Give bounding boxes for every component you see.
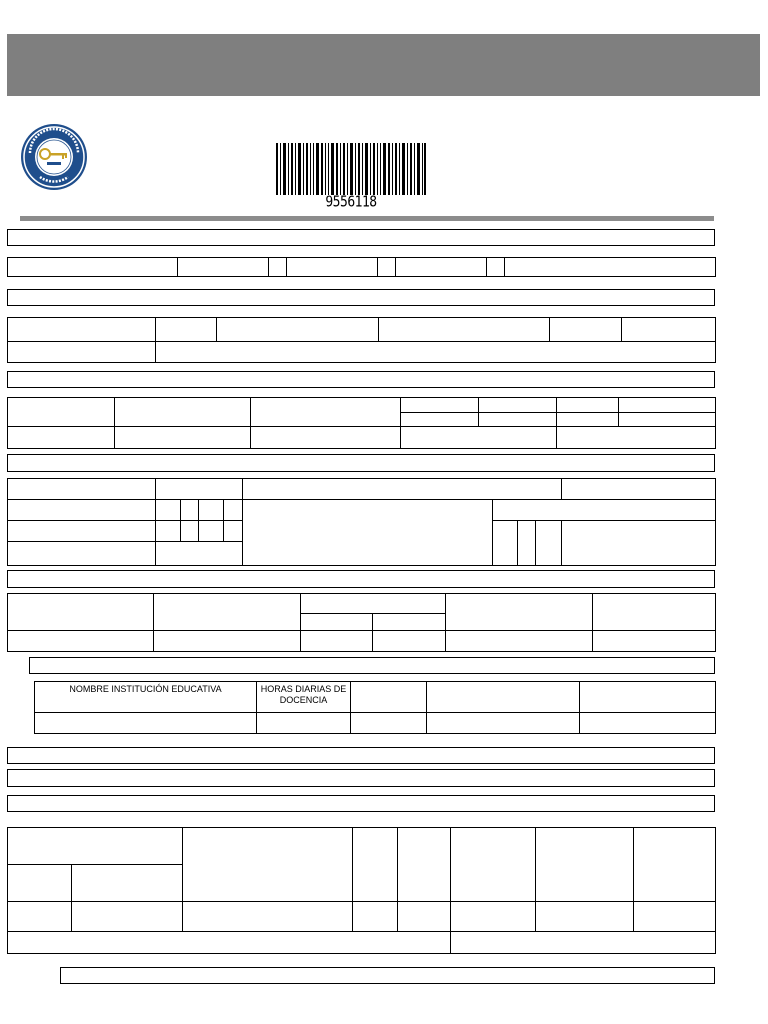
field-cell[interactable] <box>178 258 269 277</box>
field-cell[interactable] <box>8 902 72 932</box>
field-cell[interactable] <box>373 614 446 631</box>
field-cell[interactable] <box>379 318 550 342</box>
checkbox-cell[interactable] <box>156 500 181 521</box>
field-cell[interactable] <box>154 594 301 631</box>
field-cell[interactable] <box>593 594 716 631</box>
field-cell <box>427 682 580 713</box>
field-cell[interactable] <box>8 631 154 652</box>
field-cell[interactable] <box>479 413 557 427</box>
field-cell[interactable] <box>401 413 479 427</box>
field-cell[interactable] <box>115 427 251 449</box>
field-cell[interactable] <box>72 865 183 902</box>
field-cell[interactable] <box>301 631 373 652</box>
field-cell[interactable] <box>451 828 536 902</box>
checkbox-cell[interactable] <box>181 521 199 542</box>
field-cell[interactable] <box>183 828 353 902</box>
section-header-8 <box>7 769 715 787</box>
field-cell[interactable] <box>536 828 634 902</box>
field-cell[interactable] <box>479 398 557 413</box>
field-cell[interactable] <box>373 631 446 652</box>
field-cell[interactable] <box>351 713 427 734</box>
field-cell[interactable] <box>557 398 619 413</box>
field-cell[interactable] <box>257 713 351 734</box>
field-cell[interactable] <box>251 427 401 449</box>
field-cell[interactable] <box>536 902 634 932</box>
field-cell[interactable] <box>505 258 716 277</box>
field-cell[interactable] <box>451 902 536 932</box>
field-cell[interactable] <box>634 828 716 902</box>
barcode <box>276 143 426 195</box>
field-cell[interactable] <box>156 342 716 363</box>
field-cell <box>580 682 716 713</box>
field-cell[interactable] <box>401 398 479 413</box>
field-cell[interactable] <box>446 594 593 631</box>
section-header-7 <box>7 747 715 764</box>
checkbox-cell[interactable] <box>487 258 505 277</box>
field-cell[interactable] <box>580 713 716 734</box>
field-cell[interactable] <box>8 427 115 449</box>
field-cell[interactable] <box>446 631 593 652</box>
checkbox-cell[interactable] <box>493 521 518 566</box>
field-cell[interactable] <box>622 318 716 342</box>
field-cell[interactable] <box>35 713 257 734</box>
field-cell[interactable] <box>251 398 401 427</box>
checkbox-cell[interactable] <box>199 500 224 521</box>
field-cell[interactable] <box>154 631 301 652</box>
hours-header <box>257 682 351 713</box>
institution-header-label: NOMBRE INSTITUCIÓN EDUCATIVA <box>69 684 222 694</box>
section-header-2 <box>7 289 715 306</box>
field-cell[interactable] <box>593 631 716 652</box>
field-cell[interactable] <box>8 258 178 277</box>
field-cell[interactable] <box>427 713 580 734</box>
field-cell[interactable] <box>619 398 716 413</box>
section-header-3 <box>7 371 715 388</box>
checkbox-cell[interactable] <box>181 500 199 521</box>
field-block-5 <box>7 593 716 652</box>
field-cell[interactable] <box>8 542 156 566</box>
field-cell[interactable] <box>156 479 243 500</box>
field-cell[interactable] <box>493 500 716 521</box>
field-cell[interactable] <box>451 932 716 954</box>
field-cell[interactable] <box>353 828 398 902</box>
field-cell[interactable] <box>8 828 183 865</box>
section-header-4 <box>7 454 715 472</box>
field-block-3 <box>7 397 716 449</box>
field-cell[interactable] <box>243 479 562 500</box>
section-header-6 <box>29 657 715 674</box>
field-block-2 <box>7 317 716 363</box>
section-header-11 <box>60 967 715 984</box>
field-cell <box>351 682 427 713</box>
field-cell[interactable] <box>8 500 156 521</box>
section-header-9 <box>7 795 715 812</box>
field-cell[interactable] <box>401 427 557 449</box>
field-cell[interactable] <box>557 413 619 427</box>
field-cell[interactable] <box>8 594 154 631</box>
field-cell[interactable] <box>634 902 716 932</box>
section-header-1 <box>7 229 715 246</box>
field-cell[interactable] <box>8 865 72 902</box>
checkbox-cell[interactable] <box>378 258 396 277</box>
field-cell[interactable] <box>396 258 487 277</box>
field-cell[interactable] <box>8 318 156 342</box>
field-cell[interactable] <box>243 500 493 566</box>
field-cell[interactable] <box>550 318 622 342</box>
checkbox-cell[interactable] <box>156 521 181 542</box>
field-cell[interactable] <box>557 427 716 449</box>
header-rule <box>20 216 714 221</box>
institution-header <box>35 682 257 713</box>
top-banner <box>7 34 760 96</box>
field-cell[interactable] <box>398 828 451 902</box>
field-cell[interactable] <box>562 479 716 500</box>
field-cell[interactable] <box>183 902 353 932</box>
field-block-4 <box>7 478 716 566</box>
hours-header-label: HORAS DIARIAS DE DOCENCIA <box>260 684 347 705</box>
field-cell[interactable] <box>8 932 451 954</box>
field-cell[interactable] <box>72 902 183 932</box>
field-cell[interactable] <box>301 614 373 631</box>
teaching-table <box>34 681 716 734</box>
field-cell[interactable] <box>156 542 243 566</box>
contraloria-seal-logo <box>20 123 88 191</box>
checkbox-cell[interactable] <box>536 521 562 566</box>
field-cell[interactable] <box>217 318 379 342</box>
field-cell[interactable] <box>287 258 378 277</box>
field-cell[interactable] <box>562 521 716 566</box>
checkbox-cell[interactable] <box>518 521 536 566</box>
field-cell[interactable] <box>301 594 446 614</box>
checkbox-cell[interactable] <box>269 258 287 277</box>
field-cell[interactable] <box>115 398 251 427</box>
field-cell[interactable] <box>8 521 156 542</box>
field-cell[interactable] <box>156 318 217 342</box>
section-header-5 <box>7 570 715 588</box>
field-cell[interactable] <box>398 902 451 932</box>
field-block-10 <box>7 827 716 954</box>
field-cell[interactable] <box>8 398 115 427</box>
checkbox-cell[interactable] <box>199 521 224 542</box>
checkbox-cell[interactable] <box>224 521 243 542</box>
field-cell[interactable] <box>8 342 156 363</box>
field-cell[interactable] <box>353 902 398 932</box>
field-row-1 <box>7 257 716 277</box>
checkbox-cell[interactable] <box>224 500 243 521</box>
field-cell[interactable] <box>619 413 716 427</box>
field-cell[interactable] <box>8 479 156 500</box>
barcode-number: 9556118 <box>325 193 377 212</box>
